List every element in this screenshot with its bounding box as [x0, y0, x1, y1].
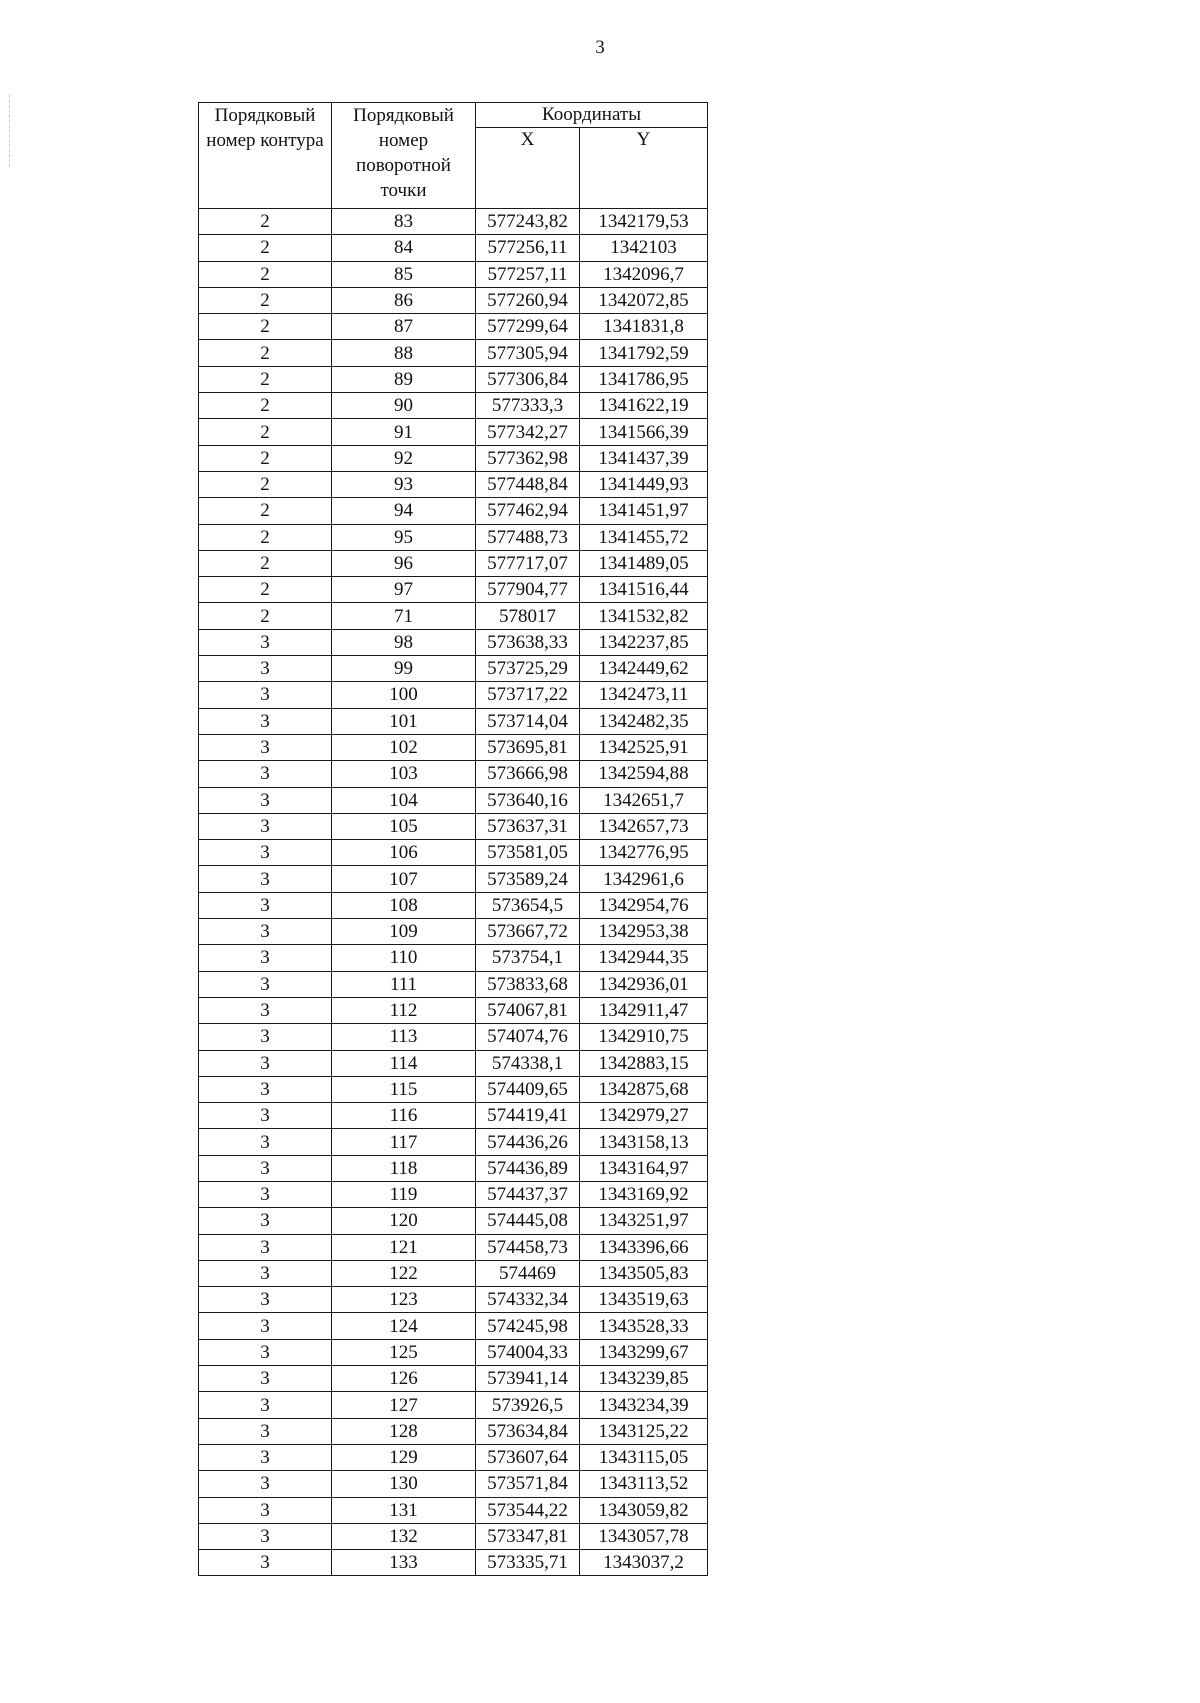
x-coordinate-cell: 577342,27: [476, 419, 580, 445]
x-coordinate-cell: 578017: [476, 603, 580, 629]
point-number-cell: 103: [332, 761, 476, 787]
contour-number-cell: 3: [199, 1550, 332, 1576]
y-coordinate-cell: 1342651,7: [580, 787, 708, 813]
point-number-cell: 88: [332, 340, 476, 366]
y-coordinate-cell: 1341455,72: [580, 524, 708, 550]
table-row: [199, 1444, 708, 1470]
contour-number-cell: 2: [199, 471, 332, 497]
contour-number-cell: 3: [199, 866, 332, 892]
y-coordinate-cell: 1342961,6: [580, 866, 708, 892]
y-coordinate-cell: 1343158,13: [580, 1129, 708, 1155]
contour-number-cell: 3: [199, 1076, 332, 1102]
point-number-cell: 129: [332, 1444, 476, 1470]
contour-number-cell: 2: [199, 366, 332, 392]
y-coordinate-cell: 1341489,05: [580, 550, 708, 576]
point-number-cell: 127: [332, 1392, 476, 1418]
point-number-cell: 113: [332, 1024, 476, 1050]
table-row: [199, 866, 708, 892]
point-number-cell: 120: [332, 1208, 476, 1234]
point-number-cell: 85: [332, 261, 476, 287]
contour-number-cell: 3: [199, 813, 332, 839]
table-row: [199, 498, 708, 524]
x-coordinate-cell: 573640,16: [476, 787, 580, 813]
point-number-cell: 105: [332, 813, 476, 839]
y-coordinate-cell: 1341622,19: [580, 393, 708, 419]
y-coordinate-cell: 1343169,92: [580, 1181, 708, 1207]
x-coordinate-cell: 573714,04: [476, 708, 580, 734]
x-coordinate-cell: 573695,81: [476, 734, 580, 760]
contour-number-cell: 3: [199, 787, 332, 813]
y-coordinate-cell: 1341786,95: [580, 366, 708, 392]
y-coordinate-cell: 1343059,82: [580, 1497, 708, 1523]
table-row: [199, 1155, 708, 1181]
y-coordinate-cell: 1342911,47: [580, 997, 708, 1023]
point-number-cell: 123: [332, 1287, 476, 1313]
contour-number-cell: 3: [199, 1366, 332, 1392]
x-coordinate-cell: 573637,31: [476, 813, 580, 839]
contour-number-cell: 3: [199, 1444, 332, 1470]
y-coordinate-cell: 1341831,8: [580, 314, 708, 340]
point-number-cell: 115: [332, 1076, 476, 1102]
x-coordinate-cell: 577333,3: [476, 393, 580, 419]
x-coordinate-cell: 574445,08: [476, 1208, 580, 1234]
contour-number-cell: 2: [199, 498, 332, 524]
point-number-cell: 86: [332, 287, 476, 313]
table-row: [199, 235, 708, 261]
table-row: [199, 1523, 708, 1549]
y-coordinate-cell: 1343299,67: [580, 1339, 708, 1365]
point-number-cell: 108: [332, 892, 476, 918]
y-coordinate-cell: 1342594,88: [580, 761, 708, 787]
contour-number-cell: 2: [199, 235, 332, 261]
point-number-cell: 133: [332, 1550, 476, 1576]
x-coordinate-cell: 573717,22: [476, 682, 580, 708]
contour-number-cell: 3: [199, 1024, 332, 1050]
point-number-cell: 130: [332, 1471, 476, 1497]
x-coordinate-cell: 574245,98: [476, 1313, 580, 1339]
contour-number-cell: 3: [199, 656, 332, 682]
contour-number-cell: 2: [199, 603, 332, 629]
point-number-cell: 89: [332, 366, 476, 392]
table-row: [199, 629, 708, 655]
x-coordinate-cell: 574409,65: [476, 1076, 580, 1102]
x-coordinate-cell: 574469: [476, 1260, 580, 1286]
contour-number-cell: 3: [199, 919, 332, 945]
table-row: [199, 971, 708, 997]
y-coordinate-cell: 1341792,59: [580, 340, 708, 366]
point-number-cell: 117: [332, 1129, 476, 1155]
point-number-cell: 93: [332, 471, 476, 497]
y-coordinate-cell: 1343115,05: [580, 1444, 708, 1470]
y-coordinate-cell: 1343396,66: [580, 1234, 708, 1260]
contour-number-cell: 3: [199, 997, 332, 1023]
point-number-cell: 122: [332, 1260, 476, 1286]
contour-number-cell: 3: [199, 971, 332, 997]
table-row: [199, 997, 708, 1023]
contour-number-cell: 3: [199, 1103, 332, 1129]
x-coordinate-cell: 573725,29: [476, 656, 580, 682]
contour-number-cell: 3: [199, 682, 332, 708]
contour-number-cell: 3: [199, 1339, 332, 1365]
point-number-cell: 126: [332, 1366, 476, 1392]
x-coordinate-cell: 574436,26: [476, 1129, 580, 1155]
contour-number-cell: 2: [199, 209, 332, 235]
table-row: [199, 314, 708, 340]
x-coordinate-cell: 577299,64: [476, 314, 580, 340]
contour-number-cell: 3: [199, 1129, 332, 1155]
table-row: [199, 1208, 708, 1234]
contour-number-cell: 2: [199, 419, 332, 445]
y-coordinate-cell: 1341449,93: [580, 471, 708, 497]
point-number-cell: 90: [332, 393, 476, 419]
header-x: X: [476, 128, 580, 209]
contour-number-cell: 3: [199, 1523, 332, 1549]
contour-number-cell: 2: [199, 314, 332, 340]
y-coordinate-cell: 1342910,75: [580, 1024, 708, 1050]
x-coordinate-cell: 573754,1: [476, 945, 580, 971]
table-row: [199, 445, 708, 471]
table-row: [199, 577, 708, 603]
table-row: [199, 1260, 708, 1286]
x-coordinate-cell: 577260,94: [476, 287, 580, 313]
contour-number-cell: 2: [199, 550, 332, 576]
point-number-cell: 112: [332, 997, 476, 1023]
x-coordinate-cell: 573589,24: [476, 866, 580, 892]
table-row: [199, 1392, 708, 1418]
table-row: [199, 261, 708, 287]
contour-number-cell: 3: [199, 945, 332, 971]
x-coordinate-cell: 573666,98: [476, 761, 580, 787]
table-row: [199, 1497, 708, 1523]
y-coordinate-cell: 1343239,85: [580, 1366, 708, 1392]
x-coordinate-cell: 573607,64: [476, 1444, 580, 1470]
point-number-cell: 107: [332, 866, 476, 892]
table-row: [199, 393, 708, 419]
x-coordinate-cell: 577256,11: [476, 235, 580, 261]
x-coordinate-cell: 577257,11: [476, 261, 580, 287]
table-row: [199, 603, 708, 629]
table-row: [199, 1050, 708, 1076]
contour-number-cell: 3: [199, 1181, 332, 1207]
y-coordinate-cell: 1343125,22: [580, 1418, 708, 1444]
x-coordinate-cell: 574338,1: [476, 1050, 580, 1076]
table-row: [199, 1103, 708, 1129]
table-row: [199, 1313, 708, 1339]
header-y: Y: [580, 128, 708, 209]
contour-number-cell: 3: [199, 1287, 332, 1313]
contour-number-cell: 3: [199, 1208, 332, 1234]
y-coordinate-cell: 1342449,62: [580, 656, 708, 682]
contour-number-cell: 3: [199, 1050, 332, 1076]
point-number-cell: 99: [332, 656, 476, 682]
contour-number-cell: 3: [199, 734, 332, 760]
table-row: [199, 1550, 708, 1576]
point-number-cell: 111: [332, 971, 476, 997]
y-coordinate-cell: 1343528,33: [580, 1313, 708, 1339]
header-coordinates: Координаты: [476, 103, 708, 128]
y-coordinate-cell: 1342179,53: [580, 209, 708, 235]
table-row: [199, 419, 708, 445]
x-coordinate-cell: 574458,73: [476, 1234, 580, 1260]
y-coordinate-cell: 1343251,97: [580, 1208, 708, 1234]
contour-number-cell: 3: [199, 1313, 332, 1339]
table-row: [199, 734, 708, 760]
point-number-cell: 121: [332, 1234, 476, 1260]
point-number-cell: 101: [332, 708, 476, 734]
contour-number-cell: 3: [199, 1392, 332, 1418]
y-coordinate-cell: 1342657,73: [580, 813, 708, 839]
contour-number-cell: 2: [199, 393, 332, 419]
x-coordinate-cell: 573335,71: [476, 1550, 580, 1576]
point-number-cell: 83: [332, 209, 476, 235]
x-coordinate-cell: 577904,77: [476, 577, 580, 603]
y-coordinate-cell: 1343113,52: [580, 1471, 708, 1497]
x-coordinate-cell: 574332,34: [476, 1287, 580, 1313]
y-coordinate-cell: 1343057,78: [580, 1523, 708, 1549]
x-coordinate-cell: 577488,73: [476, 524, 580, 550]
y-coordinate-cell: 1341516,44: [580, 577, 708, 603]
table-row: [199, 287, 708, 313]
table-row: [199, 1366, 708, 1392]
table-row: [199, 471, 708, 497]
table-row: [199, 708, 708, 734]
contour-number-cell: 3: [199, 1155, 332, 1181]
y-coordinate-cell: 1342473,11: [580, 682, 708, 708]
contour-number-cell: 3: [199, 629, 332, 655]
x-coordinate-cell: 573654,5: [476, 892, 580, 918]
y-coordinate-cell: 1342979,27: [580, 1103, 708, 1129]
y-coordinate-cell: 1342875,68: [580, 1076, 708, 1102]
point-number-cell: 131: [332, 1497, 476, 1523]
x-coordinate-cell: 577362,98: [476, 445, 580, 471]
x-coordinate-cell: 573544,22: [476, 1497, 580, 1523]
point-number-cell: 124: [332, 1313, 476, 1339]
point-number-cell: 97: [332, 577, 476, 603]
contour-number-cell: 3: [199, 1497, 332, 1523]
x-coordinate-cell: 573638,33: [476, 629, 580, 655]
table-row: [199, 1339, 708, 1365]
point-number-cell: 95: [332, 524, 476, 550]
point-number-cell: 96: [332, 550, 476, 576]
point-number-cell: 92: [332, 445, 476, 471]
y-coordinate-cell: 1341566,39: [580, 419, 708, 445]
point-number-cell: 84: [332, 235, 476, 261]
x-coordinate-cell: 574004,33: [476, 1339, 580, 1365]
table-row: [199, 1418, 708, 1444]
table-row: [199, 787, 708, 813]
table-row: [199, 1287, 708, 1313]
page-number: 3: [595, 37, 605, 58]
x-coordinate-cell: 574436,89: [476, 1155, 580, 1181]
y-coordinate-cell: 1342944,35: [580, 945, 708, 971]
y-coordinate-cell: 1343234,39: [580, 1392, 708, 1418]
point-number-cell: 91: [332, 419, 476, 445]
contour-number-cell: 3: [199, 1471, 332, 1497]
x-coordinate-cell: 574419,41: [476, 1103, 580, 1129]
y-coordinate-cell: 1342103: [580, 235, 708, 261]
point-number-cell: 128: [332, 1418, 476, 1444]
y-coordinate-cell: 1342482,35: [580, 708, 708, 734]
table-row: [199, 813, 708, 839]
point-number-cell: 102: [332, 734, 476, 760]
point-number-cell: 132: [332, 1523, 476, 1549]
point-number-cell: 116: [332, 1103, 476, 1129]
y-coordinate-cell: 1343505,83: [580, 1260, 708, 1286]
contour-number-cell: 3: [199, 1418, 332, 1444]
table-row: [199, 1234, 708, 1260]
x-coordinate-cell: 573347,81: [476, 1523, 580, 1549]
header-contour-number: Порядковый номер контура: [199, 103, 332, 209]
table-row: [199, 656, 708, 682]
x-coordinate-cell: 577306,84: [476, 366, 580, 392]
point-number-cell: 118: [332, 1155, 476, 1181]
table-row: [199, 524, 708, 550]
y-coordinate-cell: 1342237,85: [580, 629, 708, 655]
point-number-cell: 109: [332, 919, 476, 945]
y-coordinate-cell: 1342776,95: [580, 840, 708, 866]
table-row: [199, 840, 708, 866]
y-coordinate-cell: 1342525,91: [580, 734, 708, 760]
table-row: [199, 682, 708, 708]
contour-number-cell: 3: [199, 1260, 332, 1286]
x-coordinate-cell: 577717,07: [476, 550, 580, 576]
x-coordinate-cell: 573926,5: [476, 1392, 580, 1418]
table-row: [199, 340, 708, 366]
x-coordinate-cell: 577305,94: [476, 340, 580, 366]
point-number-cell: 71: [332, 603, 476, 629]
x-coordinate-cell: 574067,81: [476, 997, 580, 1023]
point-number-cell: 87: [332, 314, 476, 340]
x-coordinate-cell: 573634,84: [476, 1418, 580, 1444]
y-coordinate-cell: 1342953,38: [580, 919, 708, 945]
point-number-cell: 119: [332, 1181, 476, 1207]
point-number-cell: 104: [332, 787, 476, 813]
table-row: [199, 550, 708, 576]
x-coordinate-cell: 577448,84: [476, 471, 580, 497]
table-row: [199, 919, 708, 945]
table-row: [199, 366, 708, 392]
table-row: [199, 761, 708, 787]
contour-number-cell: 2: [199, 261, 332, 287]
x-coordinate-cell: 573667,72: [476, 919, 580, 945]
point-number-cell: 100: [332, 682, 476, 708]
y-coordinate-cell: 1341451,97: [580, 498, 708, 524]
contour-number-cell: 3: [199, 708, 332, 734]
x-coordinate-cell: 577243,82: [476, 209, 580, 235]
contour-number-cell: 3: [199, 840, 332, 866]
point-number-cell: 98: [332, 629, 476, 655]
y-coordinate-cell: 1342883,15: [580, 1050, 708, 1076]
x-coordinate-cell: 573941,14: [476, 1366, 580, 1392]
table-row: [199, 892, 708, 918]
point-number-cell: 114: [332, 1050, 476, 1076]
table-row: [199, 1076, 708, 1102]
y-coordinate-cell: 1341437,39: [580, 445, 708, 471]
contour-number-cell: 2: [199, 445, 332, 471]
scan-margin-marks: [9, 95, 11, 167]
coordinates-table-body: [199, 209, 708, 1576]
contour-number-cell: 3: [199, 1234, 332, 1260]
y-coordinate-cell: 1343037,2: [580, 1550, 708, 1576]
contour-number-cell: 3: [199, 892, 332, 918]
contour-number-cell: 3: [199, 761, 332, 787]
coordinates-table: [198, 102, 708, 1576]
table-row: [199, 209, 708, 235]
x-coordinate-cell: 574437,37: [476, 1181, 580, 1207]
point-number-cell: 125: [332, 1339, 476, 1365]
table-row: [199, 1471, 708, 1497]
y-coordinate-cell: 1343519,63: [580, 1287, 708, 1313]
point-number-cell: 94: [332, 498, 476, 524]
table-row: [199, 945, 708, 971]
y-coordinate-cell: 1341532,82: [580, 603, 708, 629]
contour-number-cell: 2: [199, 287, 332, 313]
header-point-number: Порядковый номер поворотной точки: [332, 103, 476, 209]
x-coordinate-cell: 573571,84: [476, 1471, 580, 1497]
table-row: [199, 1181, 708, 1207]
y-coordinate-cell: 1342072,85: [580, 287, 708, 313]
x-coordinate-cell: 573833,68: [476, 971, 580, 997]
y-coordinate-cell: 1342954,76: [580, 892, 708, 918]
x-coordinate-cell: 574074,76: [476, 1024, 580, 1050]
y-coordinate-cell: 1343164,97: [580, 1155, 708, 1181]
contour-number-cell: 2: [199, 524, 332, 550]
point-number-cell: 106: [332, 840, 476, 866]
y-coordinate-cell: 1342096,7: [580, 261, 708, 287]
table-row: [199, 1024, 708, 1050]
x-coordinate-cell: 573581,05: [476, 840, 580, 866]
contour-number-cell: 2: [199, 577, 332, 603]
contour-number-cell: 2: [199, 340, 332, 366]
y-coordinate-cell: 1342936,01: [580, 971, 708, 997]
table-row: [199, 1129, 708, 1155]
x-coordinate-cell: 577462,94: [476, 498, 580, 524]
point-number-cell: 110: [332, 945, 476, 971]
